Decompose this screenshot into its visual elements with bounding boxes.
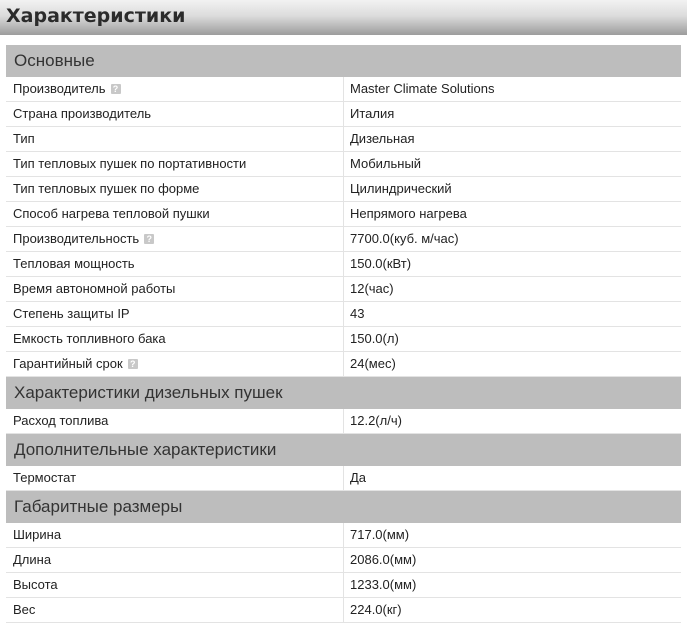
spec-label-cell	[6, 252, 344, 276]
spec-row	[6, 152, 681, 177]
spec-label: Ширина	[13, 527, 62, 542]
spec-value: Мобильный	[350, 156, 422, 171]
spec-label-cell	[6, 573, 344, 597]
spec-label: Тип тепловых пушек по портативности	[13, 156, 247, 171]
spec-value: Да	[350, 470, 367, 485]
spec-label-cell	[6, 302, 344, 326]
spec-label-cell	[6, 177, 344, 201]
spec-label-cell	[6, 352, 344, 376]
spec-value: 12(час)	[350, 281, 394, 296]
spec-value: Италия	[350, 106, 395, 121]
spec-row	[6, 127, 681, 152]
spec-label-cell	[6, 598, 344, 622]
spec-label: Производительность	[13, 231, 140, 246]
spec-row	[6, 598, 681, 623]
spec-row	[6, 77, 681, 102]
spec-value: 1233.0(мм)	[350, 577, 417, 592]
spec-value: Непрямого нагрева	[350, 206, 467, 221]
spec-value: Дизельная	[350, 131, 415, 146]
spec-value: 7700.0(куб. м/час)	[350, 231, 459, 246]
spec-row	[6, 352, 681, 377]
section-header: Характеристики дизельных пушек	[6, 377, 681, 409]
spec-label-cell	[6, 102, 344, 126]
section-header: Дополнительные характеристики	[6, 434, 681, 466]
spec-label: Способ нагрева тепловой пушки	[13, 206, 210, 221]
spec-value: 150.0(кВт)	[350, 256, 412, 271]
spec-value: 717.0(мм)	[350, 527, 410, 542]
spec-label-cell	[6, 202, 344, 226]
section-header: Основные	[6, 45, 681, 77]
spec-row	[6, 548, 681, 573]
specifications-table	[6, 45, 681, 623]
spec-value: 224.0(кг)	[350, 602, 402, 617]
spec-label: Тепловая мощность	[13, 256, 135, 271]
spec-row	[6, 227, 681, 252]
spec-label: Термостат	[13, 470, 77, 485]
spec-label: Производитель	[13, 81, 106, 96]
help-icon[interactable]: ?	[144, 234, 154, 244]
spec-value: Цилиндрический	[350, 181, 452, 196]
spec-label-cell	[6, 277, 344, 301]
spec-row	[6, 573, 681, 598]
spec-value: 150.0(л)	[350, 331, 399, 346]
spec-value: 2086.0(мм)	[350, 552, 417, 567]
spec-label-cell	[6, 127, 344, 151]
spec-row	[6, 523, 681, 548]
spec-label-cell	[6, 327, 344, 351]
spec-label-cell	[6, 548, 344, 572]
page-title: Характеристики	[6, 5, 186, 27]
spec-label-cell	[6, 77, 344, 101]
help-icon[interactable]: ?	[111, 84, 121, 94]
spec-value: Master Climate Solutions	[350, 81, 495, 96]
spec-row	[6, 202, 681, 227]
spec-row	[6, 252, 681, 277]
spec-value: 12.2(л/ч)	[350, 413, 402, 428]
spec-label: Расход топлива	[13, 413, 109, 428]
spec-label: Страна производитель	[13, 106, 152, 121]
spec-row	[6, 327, 681, 352]
spec-value: 24(мес)	[350, 356, 396, 371]
spec-label-cell	[6, 523, 344, 547]
spec-label-cell	[6, 466, 344, 490]
spec-label: Тип	[13, 131, 35, 146]
spec-label: Длина	[13, 552, 52, 567]
spec-value: 43	[350, 306, 365, 321]
spec-label-cell	[6, 227, 344, 251]
spec-label: Вес	[13, 602, 36, 617]
section-header: Габаритные размеры	[6, 491, 681, 523]
spec-label: Степень защиты IP	[13, 306, 130, 321]
spec-row	[6, 177, 681, 202]
spec-label: Высота	[13, 577, 58, 592]
spec-row	[6, 277, 681, 302]
spec-row	[6, 102, 681, 127]
spec-label: Гарантийный срок	[13, 356, 123, 371]
spec-label-cell	[6, 152, 344, 176]
spec-row	[6, 466, 681, 491]
help-icon[interactable]: ?	[128, 359, 138, 369]
page-header	[0, 0, 687, 35]
spec-row	[6, 302, 681, 327]
spec-label: Тип тепловых пушек по форме	[13, 181, 200, 196]
spec-label-cell	[6, 409, 344, 433]
spec-label: Время автономной работы	[13, 281, 176, 296]
spec-label: Емкость топливного бака	[13, 331, 166, 346]
spec-row	[6, 409, 681, 434]
